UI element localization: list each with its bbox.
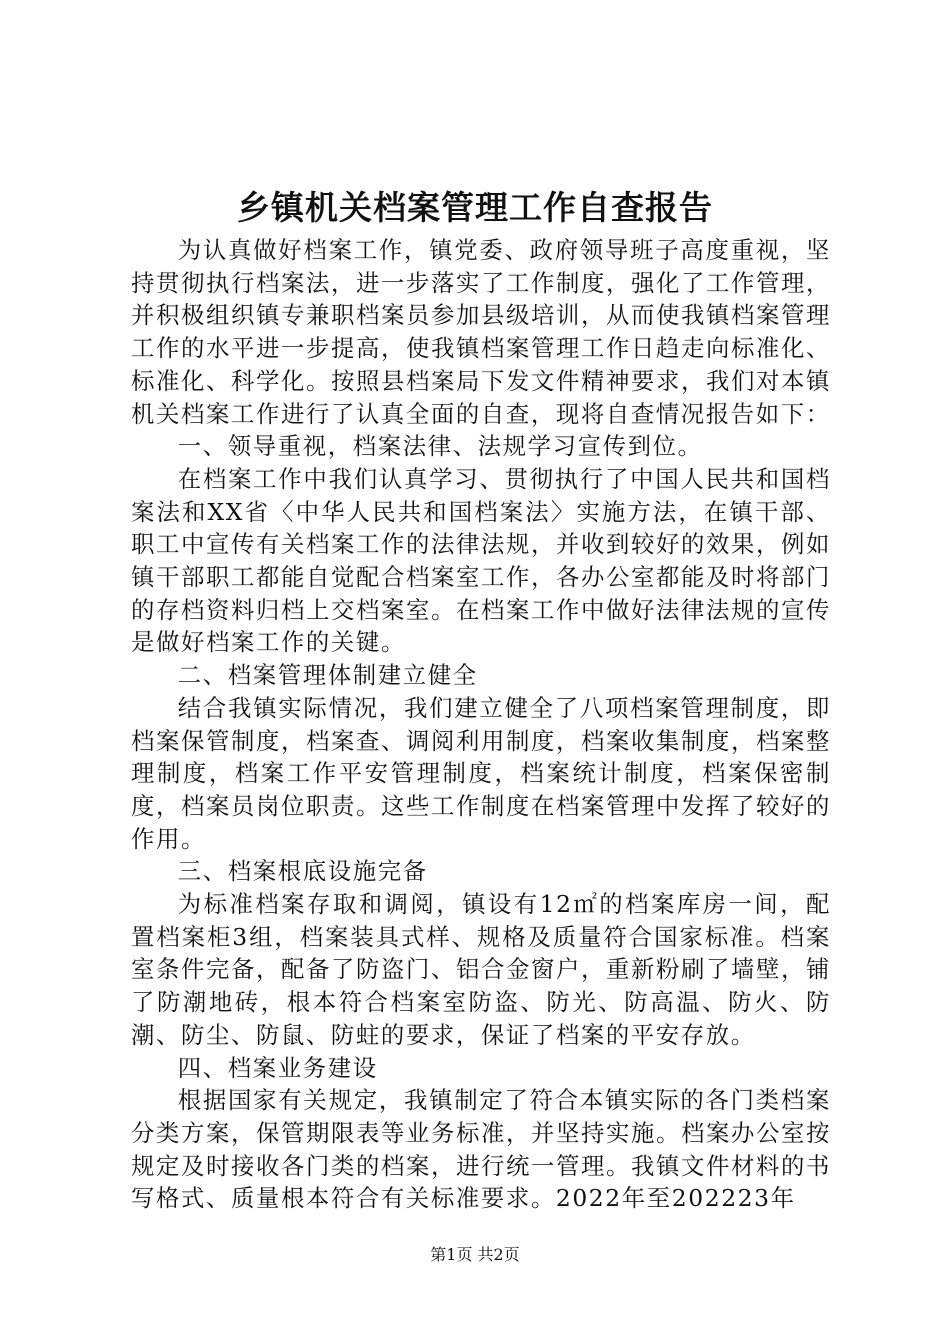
section-heading-2: 二、档案管理体制建立健全 (177, 661, 478, 690)
paragraph-section-4: 根据国家有关规定，我镇制定了符合本镇实际的各门类档案分类方案，保管期限表等业务标准，并坚持实施。档案办公室按规定及时接收各门类的档案，进行统一管理。我镇文件材料的书写格式、质量根本符合有关标准要求。2022年至202223年 (131, 1086, 831, 1213)
paragraph-section-2: 结合我镇实际情况，我们建立健全了八项档案管理制度，即档案保管制度，档案查、调阅利用制度，档案收集制度，档案整理制度，档案工作平安管理制度，档案统计制度，档案保密制度，档案员岗位职责。这些工作制度在档案管理中发挥了较好的作用。 (131, 693, 831, 853)
document-body (131, 234, 831, 1215)
section-heading-1: 一、领导重视，档案法律、法规学习宣传到位。 (177, 432, 703, 461)
paragraph-intro: 为认真做好档案工作，镇党委、政府领导班子高度重视，坚持贯彻执行档案法，进一步落实了工作制度，强化了工作管理，并积极组织镇专兼职档案员参加县级培训，从而使我镇档案管理工作的水平进一步提高，使我镇档案管理工作日趋走向标准化、标准化、科学化。按照县档案局下发文件精神要求，我们对本镇机关档案工作进行了认真全面的自查，现将自查情况报告如下： (131, 236, 831, 428)
document-title: 乡镇机关档案管理工作自查报告 (237, 188, 713, 227)
paragraph-section-3: 为标准档案存取和调阅，镇设有12㎡的档案库房一间，配置档案柜3组，档案装具式样、规格及质量符合国家标准。档案室条件完备，配备了防盗门、铝合金窗户，重新粉刷了墙壁，铺了防潮地砖，根本符合档案室防盗、防光、防高温、防火、防潮、防尘、防鼠、防蛀的要求，保证了档案的平安存放。 (131, 890, 831, 1049)
paragraph-section-1: 在档案工作中我们认真学习、贯彻执行了中国人民共和国档案法和XX省〈中华人民共和国档案法〉实施方法，在镇干部、职工中宣传有关档案工作的法律法规，并收到较好的效果，例如镇干部职工都能自觉配合档案室工作，各办公室都能及时将部门的存档资料归档上交档案室。在档案工作中做好法律法规的宣传是做好档案工作的关键。 (131, 464, 831, 657)
section-heading-3: 三、档案根底设施完备 (177, 857, 428, 886)
page-footer: 第1页 共2页 (430, 1245, 520, 1264)
section-heading-4: 四、档案业务建设 (177, 1053, 378, 1082)
